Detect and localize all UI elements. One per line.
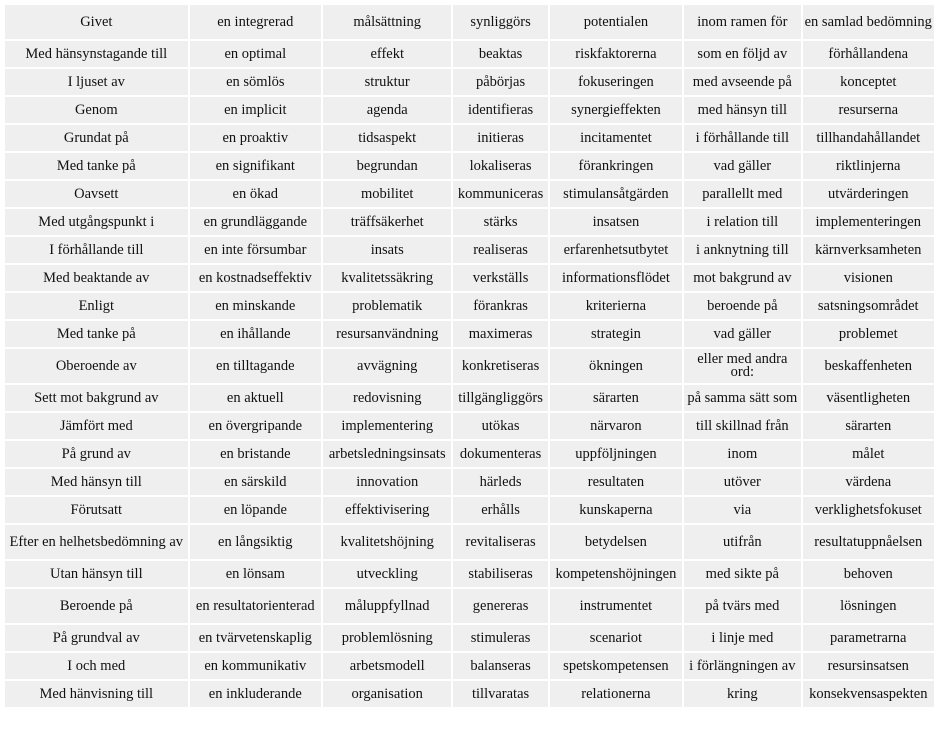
table-cell: informationsflödet [550, 265, 682, 291]
table-cell: beskaffenheten [803, 349, 934, 383]
table-cell: en tilltagande [190, 349, 321, 383]
table-cell: en grundläggande [190, 209, 321, 235]
table-cell: innovation [323, 469, 451, 495]
table-cell: en övergripande [190, 413, 321, 439]
table-cell: träffsäkerhet [323, 209, 451, 235]
table-row [5, 265, 934, 291]
phrase-table [3, 3, 936, 709]
table-cell: resursanvändning [323, 321, 451, 347]
table-cell: konkretiseras [453, 349, 547, 383]
table-cell: måluppfyllnad [323, 589, 451, 623]
table-cell: stärks [453, 209, 547, 235]
table-cell: Oberoende av [5, 349, 188, 383]
table-cell: utvärderingen [803, 181, 934, 207]
table-row [5, 349, 934, 383]
table-cell: med sikte på [684, 561, 800, 587]
table-cell: utökas [453, 413, 547, 439]
table-cell: Utan hänsyn till [5, 561, 188, 587]
table-cell: synergieffekten [550, 97, 682, 123]
table-cell: en ökad [190, 181, 321, 207]
table-cell: en löpande [190, 497, 321, 523]
table-cell: resultatuppnåelsen [803, 525, 934, 559]
table-row [5, 497, 934, 523]
table-cell: Med beaktande av [5, 265, 188, 291]
table-cell: Grundat på [5, 125, 188, 151]
table-cell: stimulansåtgärden [550, 181, 682, 207]
table-cell: en långsiktig [190, 525, 321, 559]
table-cell: på tvärs med [684, 589, 800, 623]
table-cell: resurserna [803, 97, 934, 123]
table-cell: en proaktiv [190, 125, 321, 151]
table-cell: organisation [323, 681, 451, 707]
table-cell: parallellt med [684, 181, 800, 207]
table-row [5, 469, 934, 495]
table-cell: resultaten [550, 469, 682, 495]
table-cell: en aktuell [190, 385, 321, 411]
table-cell: en ihållande [190, 321, 321, 347]
table-row [5, 589, 934, 623]
table-cell: På grundval av [5, 625, 188, 651]
table-cell: synliggörs [453, 5, 547, 39]
table-cell: ökningen [550, 349, 682, 383]
table-cell: Enligt [5, 293, 188, 319]
table-cell: Genom [5, 97, 188, 123]
table-row [5, 41, 934, 67]
phrase-table-body [5, 5, 934, 707]
table-row [5, 181, 934, 207]
table-row [5, 153, 934, 179]
table-cell: förankras [453, 293, 547, 319]
table-cell: Med hänvisning till [5, 681, 188, 707]
table-cell: som en följd av [684, 41, 800, 67]
table-row [5, 385, 934, 411]
table-cell: Med tanke på [5, 321, 188, 347]
table-cell: en minskande [190, 293, 321, 319]
table-cell: kompetenshöjningen [550, 561, 682, 587]
table-cell: förankringen [550, 153, 682, 179]
table-cell: en tvärvetenskaplig [190, 625, 321, 651]
table-cell: närvaron [550, 413, 682, 439]
table-cell: väsentligheten [803, 385, 934, 411]
table-cell: en lönsam [190, 561, 321, 587]
table-cell: kvalitetshöjning [323, 525, 451, 559]
table-cell: härleds [453, 469, 547, 495]
table-cell: en signifikant [190, 153, 321, 179]
table-cell: stabiliseras [453, 561, 547, 587]
table-cell: med hänsyn till [684, 97, 800, 123]
table-cell: kriterierna [550, 293, 682, 319]
table-cell: avvägning [323, 349, 451, 383]
table-cell: realiseras [453, 237, 547, 263]
table-cell: relationerna [550, 681, 682, 707]
table-cell: effekt [323, 41, 451, 67]
table-cell: särarten [550, 385, 682, 411]
table-cell: riskfaktorerna [550, 41, 682, 67]
table-row [5, 525, 934, 559]
table-cell: stimuleras [453, 625, 547, 651]
table-cell: förhållandena [803, 41, 934, 67]
table-cell: Beroende på [5, 589, 188, 623]
table-cell: betydelsen [550, 525, 682, 559]
table-cell: implementeringen [803, 209, 934, 235]
table-cell: insatsen [550, 209, 682, 235]
table-cell: vad gäller [684, 153, 800, 179]
table-cell: fokuseringen [550, 69, 682, 95]
table-cell: utifrån [684, 525, 800, 559]
table-cell: konsekvensaspekten [803, 681, 934, 707]
table-row [5, 209, 934, 235]
table-cell: kring [684, 681, 800, 707]
table-cell: spetskompetensen [550, 653, 682, 679]
table-cell: problematik [323, 293, 451, 319]
table-cell: arbetsmodell [323, 653, 451, 679]
table-row [5, 97, 934, 123]
table-cell: eller med andra ord: [684, 349, 800, 383]
table-cell: Med hänsyn till [5, 469, 188, 495]
table-cell: beroende på [684, 293, 800, 319]
table-cell: Med utgångspunkt i [5, 209, 188, 235]
table-cell: en sömlös [190, 69, 321, 95]
table-cell: en inkluderande [190, 681, 321, 707]
table-cell: behoven [803, 561, 934, 587]
table-cell: I förhållande till [5, 237, 188, 263]
table-cell: erfarenhetsutbytet [550, 237, 682, 263]
table-cell: genereras [453, 589, 547, 623]
table-cell: identifieras [453, 97, 547, 123]
table-row [5, 441, 934, 467]
table-cell: i relation till [684, 209, 800, 235]
table-cell: en bristande [190, 441, 321, 467]
table-cell: incitamentet [550, 125, 682, 151]
table-cell: på samma sätt som [684, 385, 800, 411]
table-cell: Jämfört med [5, 413, 188, 439]
table-cell: redovisning [323, 385, 451, 411]
table-cell: potentialen [550, 5, 682, 39]
table-row [5, 681, 934, 707]
table-cell: verklighetsfokuset [803, 497, 934, 523]
table-cell: mobilitet [323, 181, 451, 207]
table-cell: I ljuset av [5, 69, 188, 95]
table-cell: balanseras [453, 653, 547, 679]
table-cell: initieras [453, 125, 547, 151]
table-cell: implementering [323, 413, 451, 439]
table-cell: problemlösning [323, 625, 451, 651]
table-cell: instrumentet [550, 589, 682, 623]
table-cell: Förutsatt [5, 497, 188, 523]
table-cell: en kommunikativ [190, 653, 321, 679]
table-cell: kunskaperna [550, 497, 682, 523]
table-cell: särarten [803, 413, 934, 439]
table-cell: till skillnad från [684, 413, 800, 439]
table-row [5, 293, 934, 319]
table-cell: resursinsatsen [803, 653, 934, 679]
table-cell: påbörjas [453, 69, 547, 95]
table-cell: tillvaratas [453, 681, 547, 707]
table-cell: en optimal [190, 41, 321, 67]
table-cell: erhålls [453, 497, 547, 523]
table-cell: en samlad bedömning [803, 5, 934, 39]
table-row [5, 125, 934, 151]
table-cell: satsningsområdet [803, 293, 934, 319]
table-cell: På grund av [5, 441, 188, 467]
table-cell: målet [803, 441, 934, 467]
table-row [5, 69, 934, 95]
table-cell: lokaliseras [453, 153, 547, 179]
table-cell: konceptet [803, 69, 934, 95]
table-cell: problemet [803, 321, 934, 347]
table-cell: utöver [684, 469, 800, 495]
table-row [5, 625, 934, 651]
table-cell: dokumenteras [453, 441, 547, 467]
table-cell: en integrerad [190, 5, 321, 39]
table-row [5, 413, 934, 439]
table-cell: i förhållande till [684, 125, 800, 151]
table-cell: Med hänsynstagande till [5, 41, 188, 67]
table-cell: mot bakgrund av [684, 265, 800, 291]
table-cell: tillhandahållandet [803, 125, 934, 151]
table-cell: arbetsledningsinsats [323, 441, 451, 467]
table-cell: i förlängningen av [684, 653, 800, 679]
table-cell: lösningen [803, 589, 934, 623]
table-cell: beaktas [453, 41, 547, 67]
table-cell: en kostnadseffektiv [190, 265, 321, 291]
table-cell: effektivisering [323, 497, 451, 523]
table-cell: parametrarna [803, 625, 934, 651]
table-cell: i linje med [684, 625, 800, 651]
table-cell: scenariot [550, 625, 682, 651]
table-cell: agenda [323, 97, 451, 123]
table-cell: tidsaspekt [323, 125, 451, 151]
table-row [5, 5, 934, 39]
table-cell: en inte försumbar [190, 237, 321, 263]
table-cell: insats [323, 237, 451, 263]
table-cell: vad gäller [684, 321, 800, 347]
table-cell: inom [684, 441, 800, 467]
table-cell: revitaliseras [453, 525, 547, 559]
table-cell: utveckling [323, 561, 451, 587]
table-cell: Givet [5, 5, 188, 39]
table-cell: via [684, 497, 800, 523]
table-cell: en implicit [190, 97, 321, 123]
table-cell: inom ramen för [684, 5, 800, 39]
table-cell: riktlinjerna [803, 153, 934, 179]
table-cell: kärnverksamheten [803, 237, 934, 263]
table-cell: kvalitetssäkring [323, 265, 451, 291]
table-cell: visionen [803, 265, 934, 291]
table-cell: kommuniceras [453, 181, 547, 207]
table-cell: struktur [323, 69, 451, 95]
table-cell: uppföljningen [550, 441, 682, 467]
table-cell: tillgängliggörs [453, 385, 547, 411]
table-cell: Med tanke på [5, 153, 188, 179]
table-cell: en särskild [190, 469, 321, 495]
table-cell: strategin [550, 321, 682, 347]
table-cell: målsättning [323, 5, 451, 39]
table-cell: med avseende på [684, 69, 800, 95]
table-cell: maximeras [453, 321, 547, 347]
table-cell: i anknytning till [684, 237, 800, 263]
table-cell: I och med [5, 653, 188, 679]
table-cell: en resultatorienterad [190, 589, 321, 623]
table-cell: begrundan [323, 153, 451, 179]
table-row [5, 653, 934, 679]
table-cell: verkställs [453, 265, 547, 291]
table-cell: värdena [803, 469, 934, 495]
table-cell: Sett mot bakgrund av [5, 385, 188, 411]
table-row [5, 561, 934, 587]
table-cell: Oavsett [5, 181, 188, 207]
table-row [5, 237, 934, 263]
table-row [5, 321, 934, 347]
table-cell: Efter en helhetsbedömning av [5, 525, 188, 559]
